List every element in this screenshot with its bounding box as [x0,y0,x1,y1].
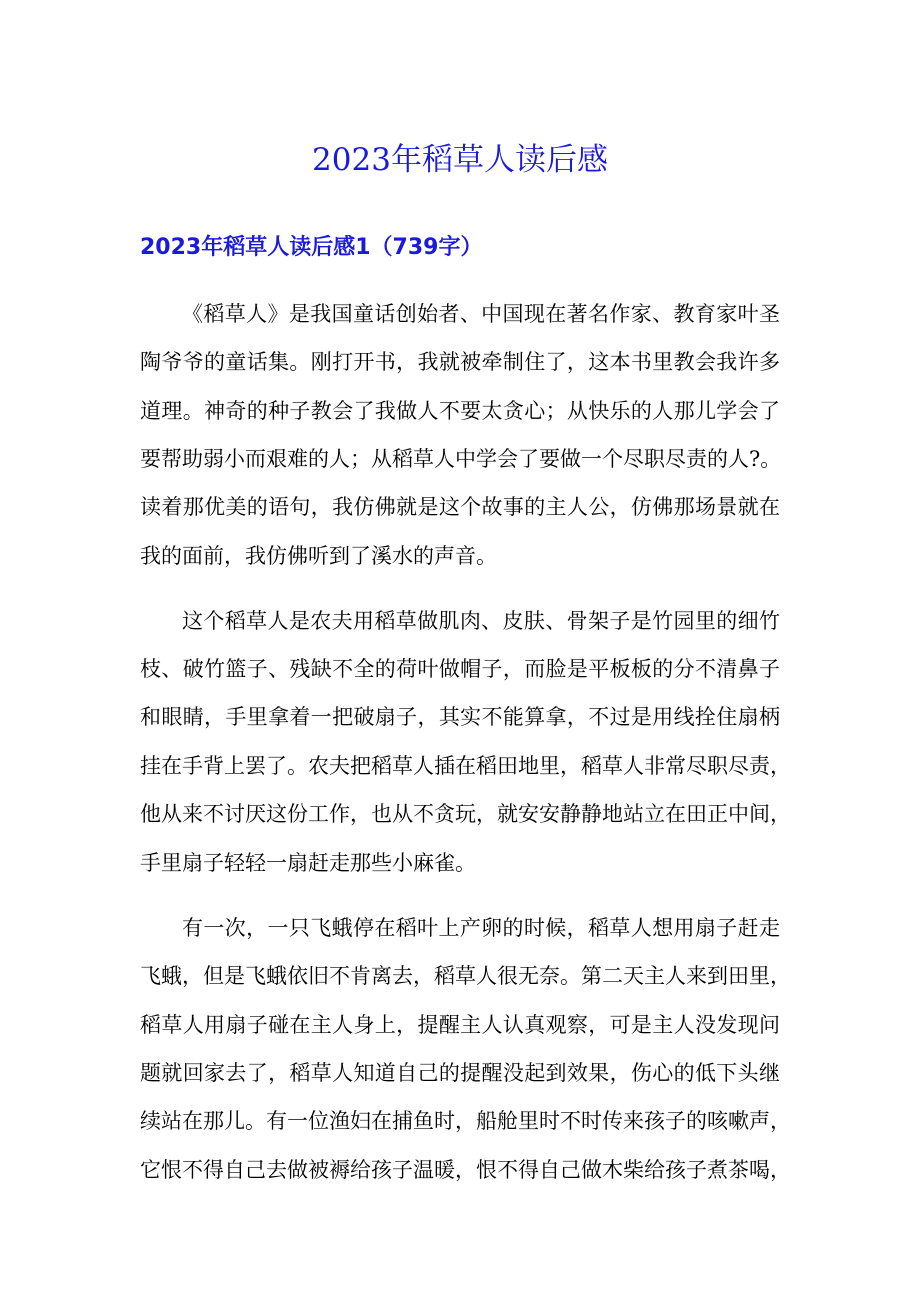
paragraph-1-line: 读着那优美的语句，我仿佛就是这个故事的主人公，仿佛那场景就在 [140,495,780,519]
paragraph-2-line: 这个稻草人是农夫用稻草做肌肉、皮肤、骨架子是竹园里的细竹 [182,609,780,633]
paragraph-1-line: 《稻草人》是我国童话创始者、中国现在著名作家、教育家叶圣 [182,302,780,326]
paragraph-1-line: 我的面前，我仿佛听到了溪水的声音。 [140,544,497,568]
paragraph-1-line: 道理。神奇的种子教会了我做人不要太贪心；从快乐的人那儿学会了 [140,399,780,423]
paragraph-1-line: 陶爷爷的童话集。刚打开书，我就被牵制住了，这本书里教会我许多 [140,350,780,374]
paragraph-3-line: 有一次，一只飞蛾停在稻叶上产卵的时候，稻草人想用扇子赶走 [182,916,780,940]
paragraph-3-line: 飞蛾，但是飞蛾依旧不肯离去，稻草人很无奈。第二天主人来到田里， [140,964,791,988]
paragraph-3-line: 续站在那儿。有一位渔妇在捕鱼时，船舱里时不时传来孩子的咳嗽声， [140,1109,791,1133]
paragraph-3-line: 题就回家去了，稻草人知道自己的提醒没起到效果，伤心的低下头继 [140,1061,780,1085]
paragraph-2-line: 手里扇子轻轻一扇赶走那些小麻雀。 [140,851,476,875]
paragraph-3-line: 稻草人用扇子碰在主人身上，提醒主人认真观察，可是主人没发现问 [140,1013,780,1037]
section-heading: 2023年稻草人读后感1（739字） [140,235,483,260]
paragraph-1-line: 要帮助弱小而艰难的人；从稻草人中学会了要做一个尽职尽责的人?。 [140,447,782,471]
paragraph-3-line: 它恨不得自己去做被褥给孩子温暖，恨不得自己做木柴给孩子煮茶喝， [140,1158,791,1182]
paragraph-2-line: 枝、破竹篮子、残缺不全的荷叶做帽子，而脸是平板板的分不清鼻子 [140,657,780,681]
document-title: 2023年稻草人读后感 [312,142,608,178]
paragraph-2-line: 挂在手背上罢了。农夫把稻草人插在稻田地里，稻草人非常尽职尽责， [140,754,791,778]
paragraph-2-line: 和眼睛，手里拿着一把破扇子，其实不能算拿，不过是用线拴住扇柄 [140,705,780,729]
paragraph-2-line: 他从来不讨厌这份工作，也从不贪玩，就安安静静地站立在田正中间， [140,802,791,826]
